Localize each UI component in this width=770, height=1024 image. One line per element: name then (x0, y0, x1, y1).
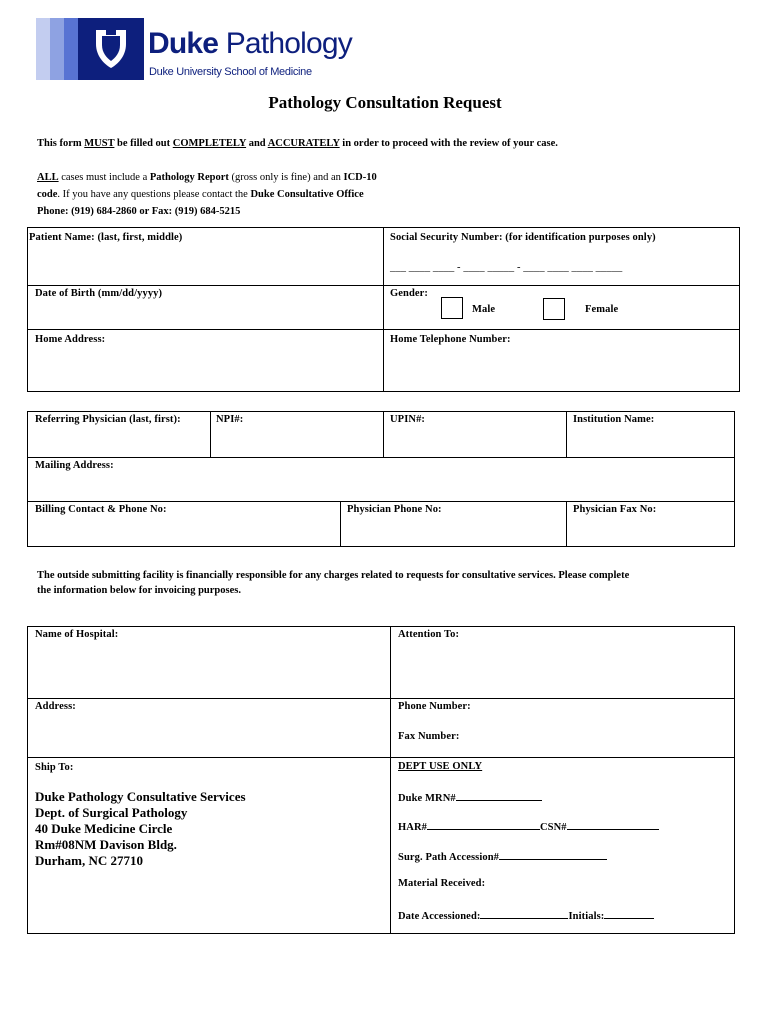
physician-fax-field[interactable]: Physician Fax No: (573, 504, 657, 515)
mailing-address-field[interactable]: Mailing Address: (35, 460, 114, 471)
upin-field[interactable]: UPIN#: (390, 414, 426, 425)
ship-line: 40 Duke Medicine Circle (35, 821, 173, 836)
logo-brand-bold: Duke (148, 27, 219, 60)
ship-line: Duke Pathology Consultative Services (35, 789, 246, 804)
ship-address (35, 789, 246, 869)
attention-field[interactable]: Attention To: (398, 629, 460, 640)
home-address-field[interactable]: Home Address: (35, 334, 106, 345)
logo-shield-icon (36, 18, 144, 80)
dept-use-only-label: DEPT USE ONLY (398, 761, 483, 772)
ssn-field[interactable]: Social Security Number: (for identification purposes only) (390, 232, 656, 243)
referring-physician-field[interactable]: Referring Physician (last, first): (35, 414, 181, 425)
duke-logo (36, 18, 356, 84)
female-label: Female (585, 304, 619, 315)
institution-field[interactable]: Institution Name: (573, 414, 655, 425)
female-checkbox[interactable] (543, 298, 565, 320)
requirements-text: ALL cases must include a Pathology Report (gross only is fine) and an ICD-10 code. If you have any questions please contact the Duke Consultative Office Phone: (919) 684-2860 or Fax: (919) 684-5215 (37, 172, 377, 217)
har-csn-field[interactable]: HAR# CSN# (398, 819, 659, 833)
logo-subtitle: Duke University School of Medicine (149, 66, 312, 78)
intro-text: This form MUST be filled out COMPLETELY and ACCURATELY in order to proceed with the review of your case. (37, 138, 558, 149)
physician-info-table (27, 411, 735, 547)
ssn-blanks: ___ ____ ____ - ____ _____ - ____ ____ ____ _____ (390, 262, 623, 273)
patient-name-field[interactable]: Patient Name: (last, first, middle) (29, 232, 183, 243)
date-accessioned-field[interactable]: Date Accessioned: Initials: (398, 908, 654, 922)
ship-line: Dept. of Surgical Pathology (35, 805, 188, 820)
gender-label: Gender: (390, 288, 429, 299)
logo-brand-light: Pathology (225, 27, 352, 60)
ship-line: Durham, NC 27710 (35, 853, 143, 868)
ship-line: Rm#08NM Davison Bldg. (35, 837, 177, 852)
page-title: Pathology Consultation Request (268, 93, 502, 112)
home-phone-field[interactable]: Home Telephone Number: (390, 334, 511, 345)
dob-field[interactable]: Date of Birth (mm/dd/yyyy) (35, 288, 163, 299)
npi-field[interactable]: NPI#: (216, 414, 244, 425)
billing-contact-field[interactable]: Billing Contact & Phone No: (35, 504, 167, 515)
invoice-fax-field[interactable]: Fax Number: (398, 731, 460, 742)
male-label: Male (472, 304, 496, 315)
accession-field[interactable]: Surg. Path Accession# (398, 849, 607, 863)
material-received-field[interactable]: Material Received: (398, 878, 486, 889)
invoice-phone-field[interactable]: Phone Number: (398, 701, 471, 712)
ship-to-label: Ship To: (35, 762, 74, 773)
invoice-table (27, 626, 735, 934)
male-checkbox[interactable] (441, 297, 463, 319)
hospital-name-field[interactable]: Name of Hospital: (35, 629, 119, 640)
duke-mrn-field[interactable]: Duke MRN# (398, 790, 542, 804)
physician-phone-field[interactable]: Physician Phone No: (347, 504, 442, 515)
financial-notice: The outside submitting facility is financially responsible for any charges related to requests for consultative services. Please complete the information below for invoicing purposes. (37, 570, 630, 596)
invoice-address-field[interactable]: Address: (35, 701, 76, 712)
